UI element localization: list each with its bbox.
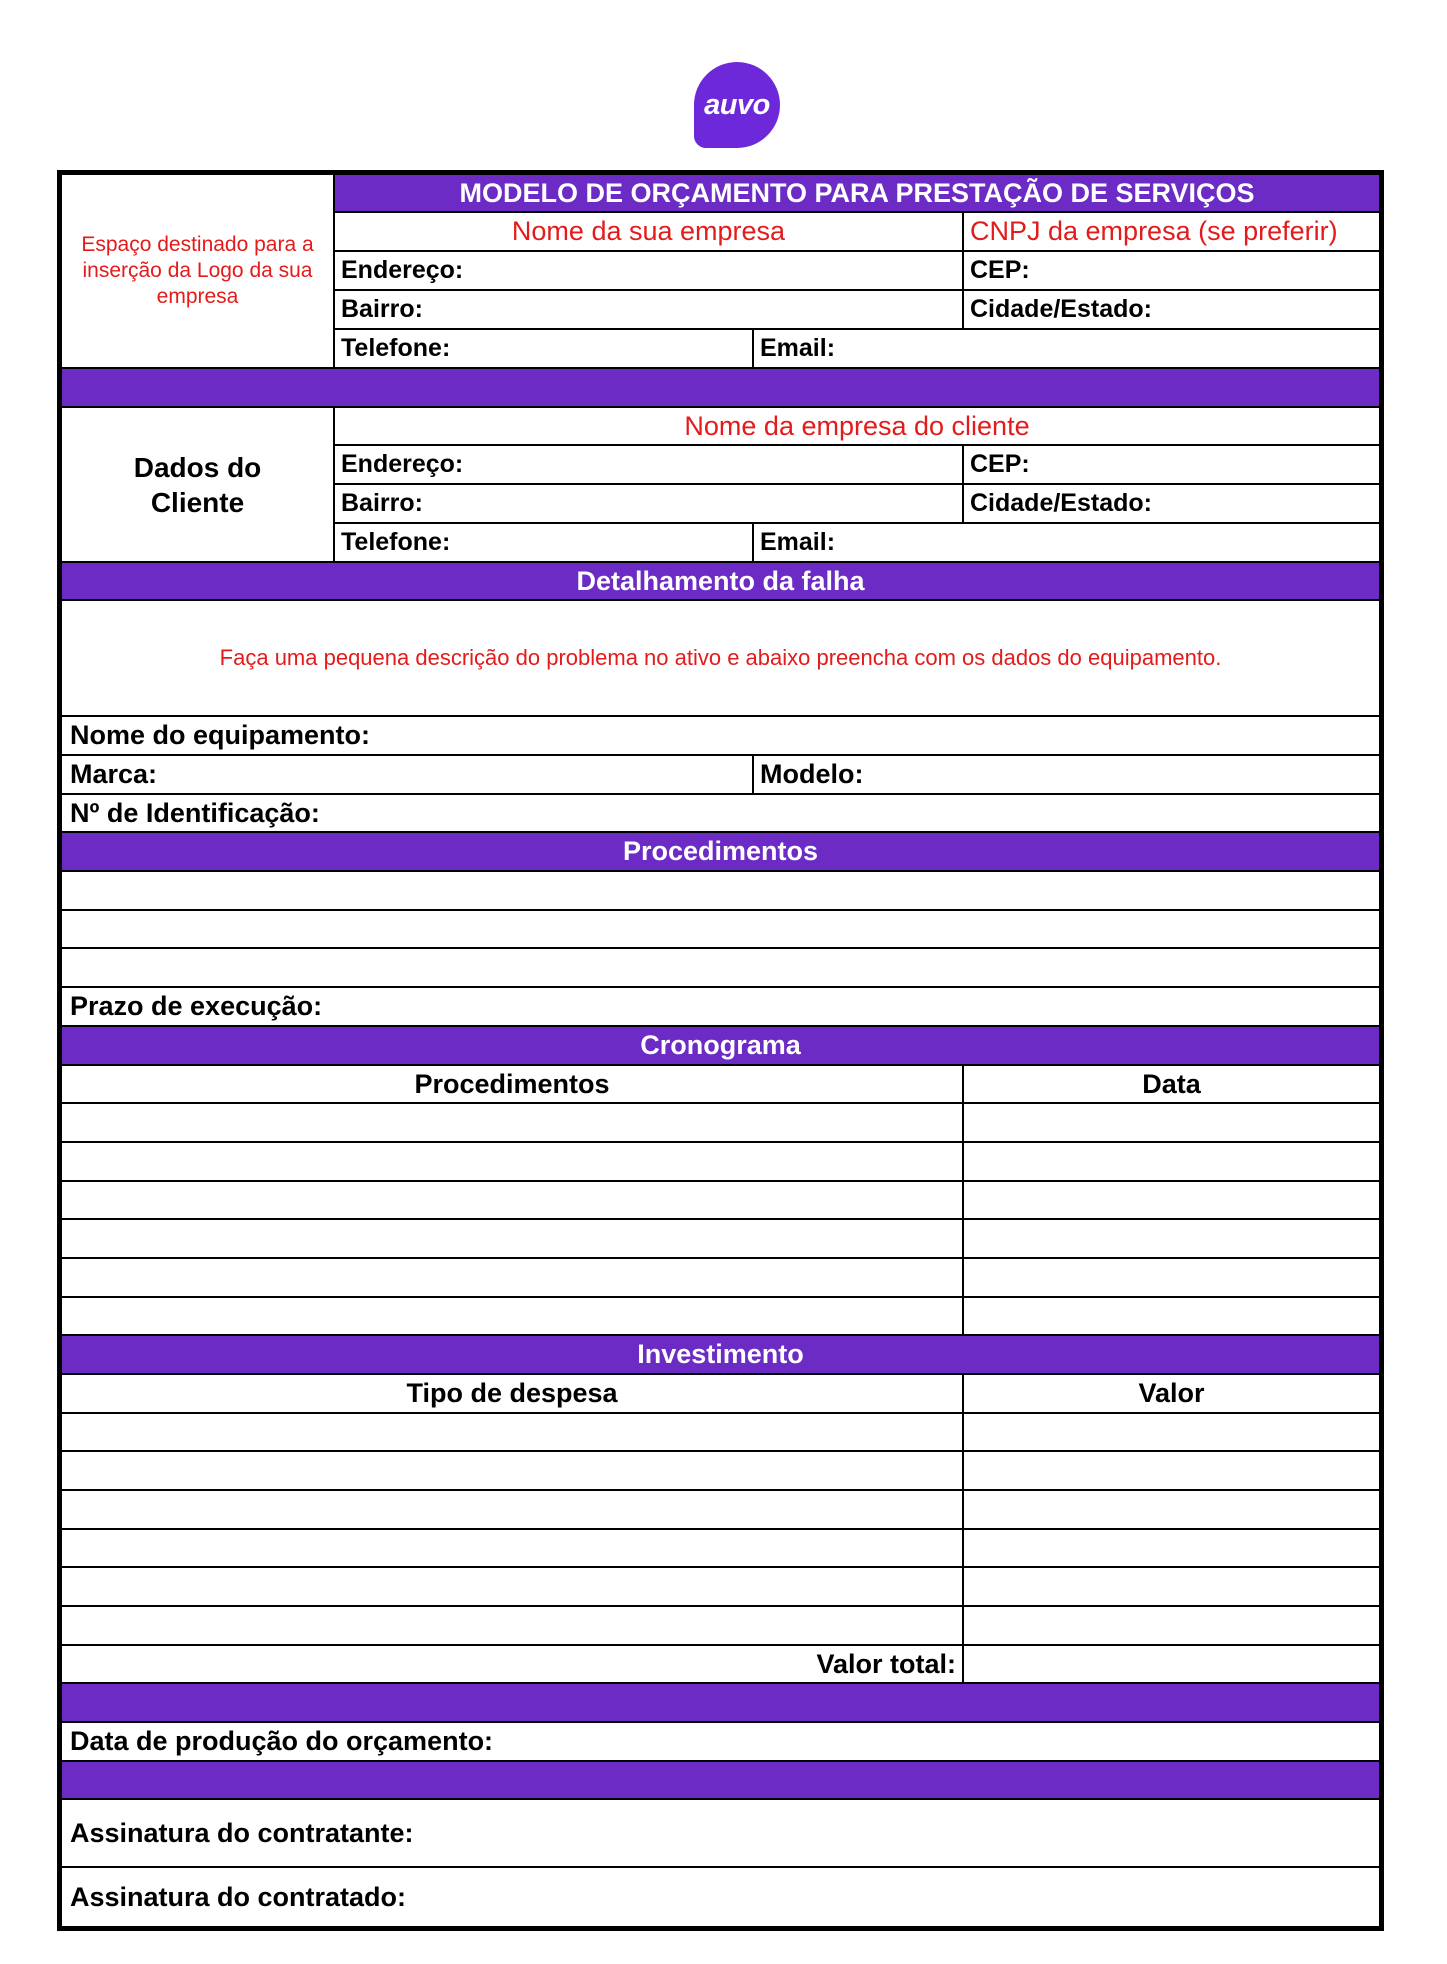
total-value-label: Valor total: <box>61 1645 963 1683</box>
client-email-field[interactable]: Email: <box>753 523 1380 562</box>
client-cep-field[interactable]: CEP: <box>963 445 1380 484</box>
schedule-procedure-cell[interactable] <box>61 1103 963 1142</box>
expense-type-cell[interactable] <box>61 1567 963 1606</box>
investment-col-expense: Tipo de despesa <box>61 1374 963 1413</box>
expense-value-cell[interactable] <box>963 1451 1380 1490</box>
separator-bar <box>61 368 1380 407</box>
expense-type-cell[interactable] <box>61 1490 963 1529</box>
equipment-model-field[interactable]: Modelo: <box>753 755 1380 794</box>
company-email-field[interactable]: Email: <box>753 329 1380 368</box>
separator-bar <box>61 1683 1380 1722</box>
company-neighborhood-field[interactable]: Bairro: <box>334 290 963 329</box>
auvo-logo: auvo <box>694 62 780 148</box>
schedule-procedure-cell[interactable] <box>61 1297 963 1335</box>
schedule-procedure-cell[interactable] <box>61 1181 963 1219</box>
company-cep-field[interactable]: CEP: <box>963 251 1380 290</box>
budget-form <box>57 170 1384 1931</box>
expense-type-cell[interactable] <box>61 1451 963 1490</box>
equipment-brand-field[interactable]: Marca: <box>61 755 753 794</box>
procedure-row[interactable] <box>61 871 1380 910</box>
expense-value-cell[interactable] <box>963 1490 1380 1529</box>
expense-value-cell[interactable] <box>963 1413 1380 1451</box>
client-signature-field[interactable]: Assinatura do contratante: <box>61 1799 1380 1867</box>
company-name-field[interactable]: Nome da sua empresa <box>334 212 963 251</box>
client-phone-field[interactable]: Telefone: <box>334 523 753 562</box>
production-date-field[interactable]: Data de produção do orçamento: <box>61 1722 1380 1761</box>
schedule-procedure-cell[interactable] <box>61 1258 963 1297</box>
schedule-date-cell[interactable] <box>963 1181 1380 1219</box>
schedule-col-date: Data <box>963 1065 1380 1103</box>
schedule-header: Cronograma <box>61 1026 1380 1065</box>
client-neighborhood-field[interactable]: Bairro: <box>334 484 963 523</box>
expense-type-cell[interactable] <box>61 1606 963 1645</box>
equipment-name-field[interactable]: Nome do equipamento: <box>61 716 1380 755</box>
execution-deadline-field[interactable]: Prazo de execução: <box>61 987 1380 1026</box>
form-title: MODELO DE ORÇAMENTO PARA PRESTAÇÃO DE SERVIÇOS <box>334 174 1380 212</box>
investment-header: Investimento <box>61 1335 1380 1374</box>
company-address-field[interactable]: Endereço: <box>334 251 963 290</box>
total-value-field[interactable] <box>963 1645 1380 1683</box>
schedule-date-cell[interactable] <box>963 1219 1380 1258</box>
schedule-date-cell[interactable] <box>963 1297 1380 1335</box>
company-city-state-field[interactable]: Cidade/Estado: <box>963 290 1380 329</box>
schedule-col-procedures: Procedimentos <box>61 1065 963 1103</box>
separator-bar <box>61 1761 1380 1799</box>
schedule-procedure-cell[interactable] <box>61 1142 963 1181</box>
client-address-field[interactable]: Endereço: <box>334 445 963 484</box>
failure-description-field[interactable]: Faça uma pequena descrição do problema no ativo e abaixo preencha com os dados do equipamento. <box>61 600 1380 716</box>
company-phone-field[interactable]: Telefone: <box>334 329 753 368</box>
procedure-row[interactable] <box>61 910 1380 948</box>
expense-value-cell[interactable] <box>963 1606 1380 1645</box>
procedure-row[interactable] <box>61 948 1380 987</box>
client-name-field[interactable]: Nome da empresa do cliente <box>334 407 1380 445</box>
contractor-signature-field[interactable]: Assinatura do contratado: <box>61 1867 1380 1927</box>
procedures-header: Procedimentos <box>61 832 1380 871</box>
expense-value-cell[interactable] <box>963 1529 1380 1567</box>
client-section-label: Dados do Cliente <box>61 407 334 562</box>
client-city-state-field[interactable]: Cidade/Estado: <box>963 484 1380 523</box>
equipment-id-field[interactable]: Nº de Identificação: <box>61 794 1380 832</box>
expense-type-cell[interactable] <box>61 1413 963 1451</box>
schedule-date-cell[interactable] <box>963 1258 1380 1297</box>
failure-details-header: Detalhamento da falha <box>61 562 1380 600</box>
expense-type-cell[interactable] <box>61 1529 963 1567</box>
schedule-date-cell[interactable] <box>963 1142 1380 1181</box>
expense-value-cell[interactable] <box>963 1567 1380 1606</box>
schedule-procedure-cell[interactable] <box>61 1219 963 1258</box>
investment-col-value: Valor <box>963 1374 1380 1413</box>
schedule-date-cell[interactable] <box>963 1103 1380 1142</box>
logo-placeholder-note: Espaço destinado para a inserção da Logo da sua empresa <box>61 174 334 368</box>
company-cnpj-field[interactable]: CNPJ da empresa (se preferir) <box>963 212 1380 251</box>
